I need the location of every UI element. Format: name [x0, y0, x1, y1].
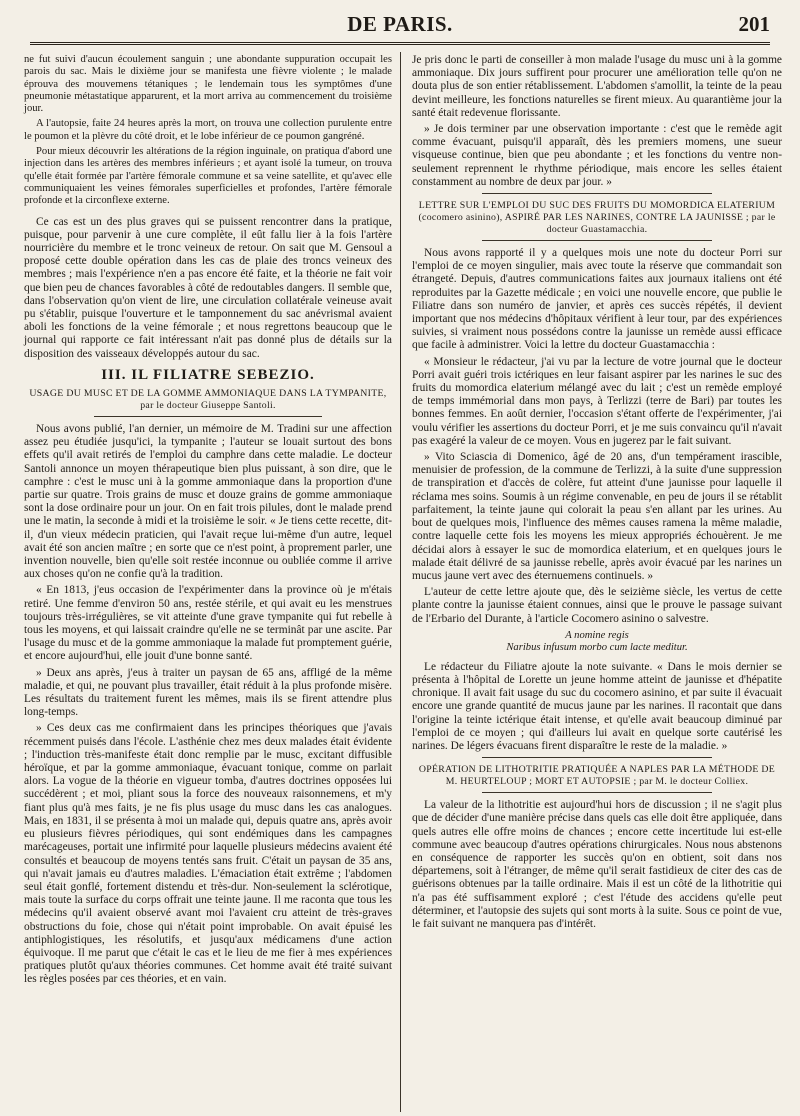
article-headline: USAGE DU MUSC ET DE LA GOMME AMMONIAQUE DANS LA TYMPANITE, par le docteur Giuseppe Santoli. — [29, 388, 387, 411]
letter-paragraph: « Monsieur le rédacteur, j'ai vu par la lecture de votre journal que le docteur Porri avait guéri trois ictériques en leur faisant aspirer par les narines le suc des fruits du momordica elaterium mélangé avec du lait ; c'est un remède employé de temps immémorial dans mon pays, à Terlizzi (terre de Bari) par toutes les bonnes femmes. En août dernier, l'occasion s'étant offerte de l'expérimenter, j'ai voulu vérifier les assertions du docteur Porri, et je me suis convaincu qu'il n'avait pas exagéré la valeur de ce moyen. Vous en jugerez par le fait suivant. — [412, 355, 782, 447]
column-divider — [400, 52, 401, 1112]
running-title: DE PARIS. — [347, 12, 453, 36]
headline-rule — [94, 416, 322, 417]
article-paragraph: » Ces deux cas me confirmaient dans les principes théoriques que j'avais récemment puisés dans l'école. L'asthénie chez mes deux malades était évidente ; l'induction très-manifeste était donc remplie par le musc, excitant diffusible héroïque, et par la gomme ammoniaque, évacuant tonique, comme on parlait alors. La vogue de la théorie en vigueur tomba, d'autres doctrines opposées lui succédèrent ; et moi, pliant sous la force des nouveaux raisonnemens, et m'y fiant plus qu'à mes faits, je ne fis plus usage du musc dans les cas analogues. Mais, en 1831, il se présenta à moi un malade qui, depuis quatre ans, après avoir eu plusieurs fièvres périodiques, qui sont endémiques dans les campagnes marécageuses, portait une infirmité pour laquelle plusieurs médecins avaient été consultés et beaucoup de moyens tentés sans fruit. C'était un paysan de 35 ans, qui n'avait jamais eu d'autres maladies. L'émaciation était extrême ; l'abdomen seul était gonflé, fortement distendu et très-dur. Non-seulement la sclérotique, mais toute la surface du corps offrait une teinte jaune. Il me raconta que tous les médecins qu'il avaient observé avant moi l'avaient cru atteint de très-graves obstructions du foie, chose qui n'était point improbable. On avait épuisé les antiphlogistiques, les résolutifs, et jusqu'aux médicamens d'une action équivoque. Il me parut que c'était le cas et le lieu de me fier à mes expériences pratiques plutôt qu'aux théories communes. Cet homme avait été traité suivant les règles posées par ces théories, et en vain. — [24, 722, 392, 986]
article-paragraph: « En 1813, j'eus occasion de l'expérimenter dans la province où je m'étais retiré. Une femme d'environ 50 ans, restée stérile, et qui avait eu les menstrues toujours très-irrégulières, se vit atteinte d'une grave tympanite qui fut rebelle à tous les moyens, et qui laissait craindre qu'elle ne se terminât par une ascite. Par l'usage du musc et de la gomme ammoniaque la malade fut promptement guérie, et encore aujourd'hui, elle jouit d'une bonne santé. — [24, 584, 392, 663]
operation-headline: OPÉRATION DE LITHOTRITIE PRATIQUÉE A NAPLES PAR LA MÉTHODE DE M. HEURTELOUP ; MORT ET AUTOPSIE ; par M. le docteur Colliex. — [418, 764, 776, 788]
article-paragraph: » Deux ans après, j'eus à traiter un paysan de 65 ans, affligé de la même maladie, et qui, ne pouvant plus travailler, était réduit à la plus profonde misère. Les résultats du traitement furent les mêmes, mais ils se firent attendre plus long-temps. — [24, 666, 392, 719]
page-number: 201 — [738, 12, 770, 36]
right-column — [412, 54, 782, 934]
closing-paragraph: » Je dois terminer par une observation importante : c'est que le remède agit comme évacuant, puisqu'il apparaît, dès les premiers momens, une sueur visqueuse continue, bien que peu abondante ; et les fonctions du ventre non-seulement reprennent le rhythme périodique, mais encore les selles étaient constamment au nombre de deux par jour. » — [412, 123, 782, 188]
quote-line: Naribus infusum morbo cum lacte meditur. — [506, 642, 688, 654]
lithotritie-paragraph: La valeur de la lithotritie est aujourd'hui hors de discussion ; il ne s'agit plus que de décider d'une manière précise dans quels cas elle doit être appliquée, dans quels autres elle offre moins de chances ; encore cette incertitude lui est-elle commune avec beaucoup d'autres opérations chirurgicales. Nous nous abstenons en conséquence de rapporter les succès qu'on en obtient, soit dans nos départemens, soit à l'étranger, de même qu'il serait fastidieux de citer des cas de guérisons obtenues par la taille ordinaire. Mais il est un côté de la lithotritie qui n'a pas été suffisamment exploré ; c'est l'étude des accidens qu'elle peut déterminer, et l'autopsie des sujets qui sont morts à la suite. Sous ce point de vue, le fait suivant ne manquera pas d'intérêt. — [412, 799, 782, 930]
section-title: III. IL FILIATRE SEBEZIO. — [101, 366, 315, 383]
case-paragraph: A l'autopsie, faite 24 heures après la mort, on trouva une collection purulente entre le poumon et la plèvre du côté droit, et le lobe inférieur de ce poumon gangréné. — [24, 118, 392, 142]
article-rule — [482, 193, 712, 194]
letter-paragraph: » Vito Sciascia di Domenico, âgé de 20 ans, d'un tempérament irascible, menuisier de profession, de la commune de Terlizzi, à la suite d'une suppression de transpiration et d'accès de colère, fut atteint d'une jaunisse pour laquelle il réclama mes soins. Soumis à un régime convenable, en peu de jours il se rétablit parfaitement, la teinte jaune qui colorait la peau s'en allant par les urines. Au bout de quelques mois, l'influence des mêmes causes ramena la même maladie, contre laquelle cette fois les moyens les mieux appropriés échouèrent. Je me décidai alors à essayer le suc de momordica elaterium, et en quelques jours le malade était délivré de sa jaunisse rebelle, après avoir évacué par les narines un mucus jaune vert avec des éternuemens continuels. » — [412, 451, 782, 582]
left-column — [24, 54, 392, 990]
article-paragraph: Nous avons publié, l'an dernier, un mémoire de M. Tradini sur une affection assez peu étudiée jusqu'ici, la tympanite ; l'auteur se louait surtout des bons effets qu'il avait retirés de l'emploi du camphre dans cette maladie. Le docteur Santoli annonce un moyen thérapeutique bien plus puissant, à son dire, que le camphre : c'est le musc uni à la gomme ammoniaque dans la proportion d'une partie sur quatre. Trois grains de musc et douze grains de gomme ammoniaque sont la dose ordinaire pour un jour. On en fait trois pilules, dont le malade prend une le matin, la seconde à midi et la troisième le soir. « Je tiens cette recette, dit-il, d'un vieux médecin praticien, qui l'avait reçue lui-même d'un autre, lequel avait été son ancien maître ; en sorte que ce n'est point, à proprement parler, une invention nouvelle, bien qu'elle soit restée inconnue ou oubliée comme il arrive aux choses qu'on ne confie qu'à la tradition. — [24, 423, 392, 581]
page-header — [30, 6, 770, 46]
letter-paragraph: Nous avons rapporté il y a quelques mois une note du docteur Porri sur l'emploi de ce moyen singulier, mais avec toute la réserve que commandait son étrangeté. Depuis, d'autres communications faites aux journaux italiens ont été reproduites par la Gazette médicale ; en voici une nouvelle encore, que publie le Filiatre dans son numéro de janvier, et après ces succès répétés, il devient important que nos médecins d'hôpitaux vérifient à leur tour, par des expériences suivies, si vraiment nous possédons contre la jaunisse un remède aussi efficace que facile à administrer. Voici la lettre du docteur Guastamacchia : — [412, 247, 782, 352]
continued-paragraph: Je pris donc le parti de conseiller à mon malade l'usage du musc uni à la gomme ammoniaque. Dix jours suffirent pour procurer une amélioration telle qu'on ne douta plus de son entier rétablissement. L'abdomen s'amollit, la teinte de la peau devint meilleure, les fonctions naturelles se firent mieux. Au quarantième jour la santé était redevenue florissante. — [412, 54, 782, 119]
case-report — [24, 54, 392, 208]
letter-paragraph: L'auteur de cette lettre ajoute que, dès le seizième siècle, les vertus de cette plante contre la jaunisse étaient connues, ainsi que le prouve le passage suivant de l'Erbario del Durante, à l'article Cocomero asinino o salvestre. — [412, 586, 782, 625]
case-paragraph: ne fut suivi d'aucun écoulement sanguin ; une abondante suppuration occupait les parois du sac. Mais le dixième jour se manifesta une fièvre violente ; le malade éprouva des mouvemens tétaniques ; le lendemain tous les symptômes d'une pneumonie métastatique apparurent, et la mort arriva au commencement du troisième jour. — [24, 54, 392, 115]
letter-headline: LETTRE SUR L'EMPLOI DU SUC DES FRUITS DU MOMORDICA ELATERIUM (cocomero asinino), ASPIRÉ PAR LES NARINES, CONTRE LA JAUNISSE ; par le docteur Guastamacchia. — [418, 200, 776, 236]
headline-rule — [482, 240, 712, 241]
case-paragraph: Pour mieux découvrir les altérations de la région inguinale, on pratiqua d'abord une injection dans les artères des membres inférieurs ; et ayant isolé la tumeur, on trouva qu'elle était formée par l'artère fémorale commune et sa veine satellite, et qu'avec elle communiquaient les veines fémorales superficielles et profondes, l'artère fémorale profonde et la circonflexe externe. — [24, 146, 392, 207]
header-rule — [30, 42, 770, 45]
latin-quote — [412, 630, 782, 655]
quote-line: A nomine regis — [565, 629, 629, 641]
commentary-paragraph: Ce cas est un des plus graves qui se puissent rencontrer dans la pratique, puisque, pour parvenir à une cure complète, il eût fallu lier à la fois l'artère nourricière du membre et le tronc veineux de retour. On sait que M. Gensoul a proposé cette double opération dans les cas de plaie des troncs veineux des membres ; mais l'expérience n'en a pas encore été faite, et la théorie ne fait voir que bien peu de chances favorables à côté de redoutables dangers. Il semble que, dans l'observation qu'on vient de lire, une circulation collatérale veineuse avait pu s'établir, puisque l'ouverture et le tamponnement du sac anévrismal avaient aboli les fonctions de la veine fémorale ; et nous regrettons beaucoup que le journal qui rapporte ce fait intéressant n'ait pas donné plus de détails sur la disposition des vaisseaux développés autour du sac. — [24, 215, 392, 360]
headline-rule — [482, 792, 712, 793]
note-paragraph: Le rédacteur du Filiatre ajoute la note suivante. « Dans le mois dernier se présenta à l'hôpital de Lorette un jeune homme atteint de jaunisse et d'hépatite chronique. Il avait fait usage du suc du cocomero asinino, et par suite il évacuait encore une grande quantité de mucus jaune par les narines. Il racontait que dans l'origine la teinte ictérique était intense, et qu'elle avait beaucoup diminué par l'emploi de ce moyen ; qui d'ailleurs lui avait en quelque sorte cautérisé les narines. De légers évacuans firent disparaître le reste de la maladie. » — [412, 660, 782, 752]
article-rule — [482, 757, 712, 758]
